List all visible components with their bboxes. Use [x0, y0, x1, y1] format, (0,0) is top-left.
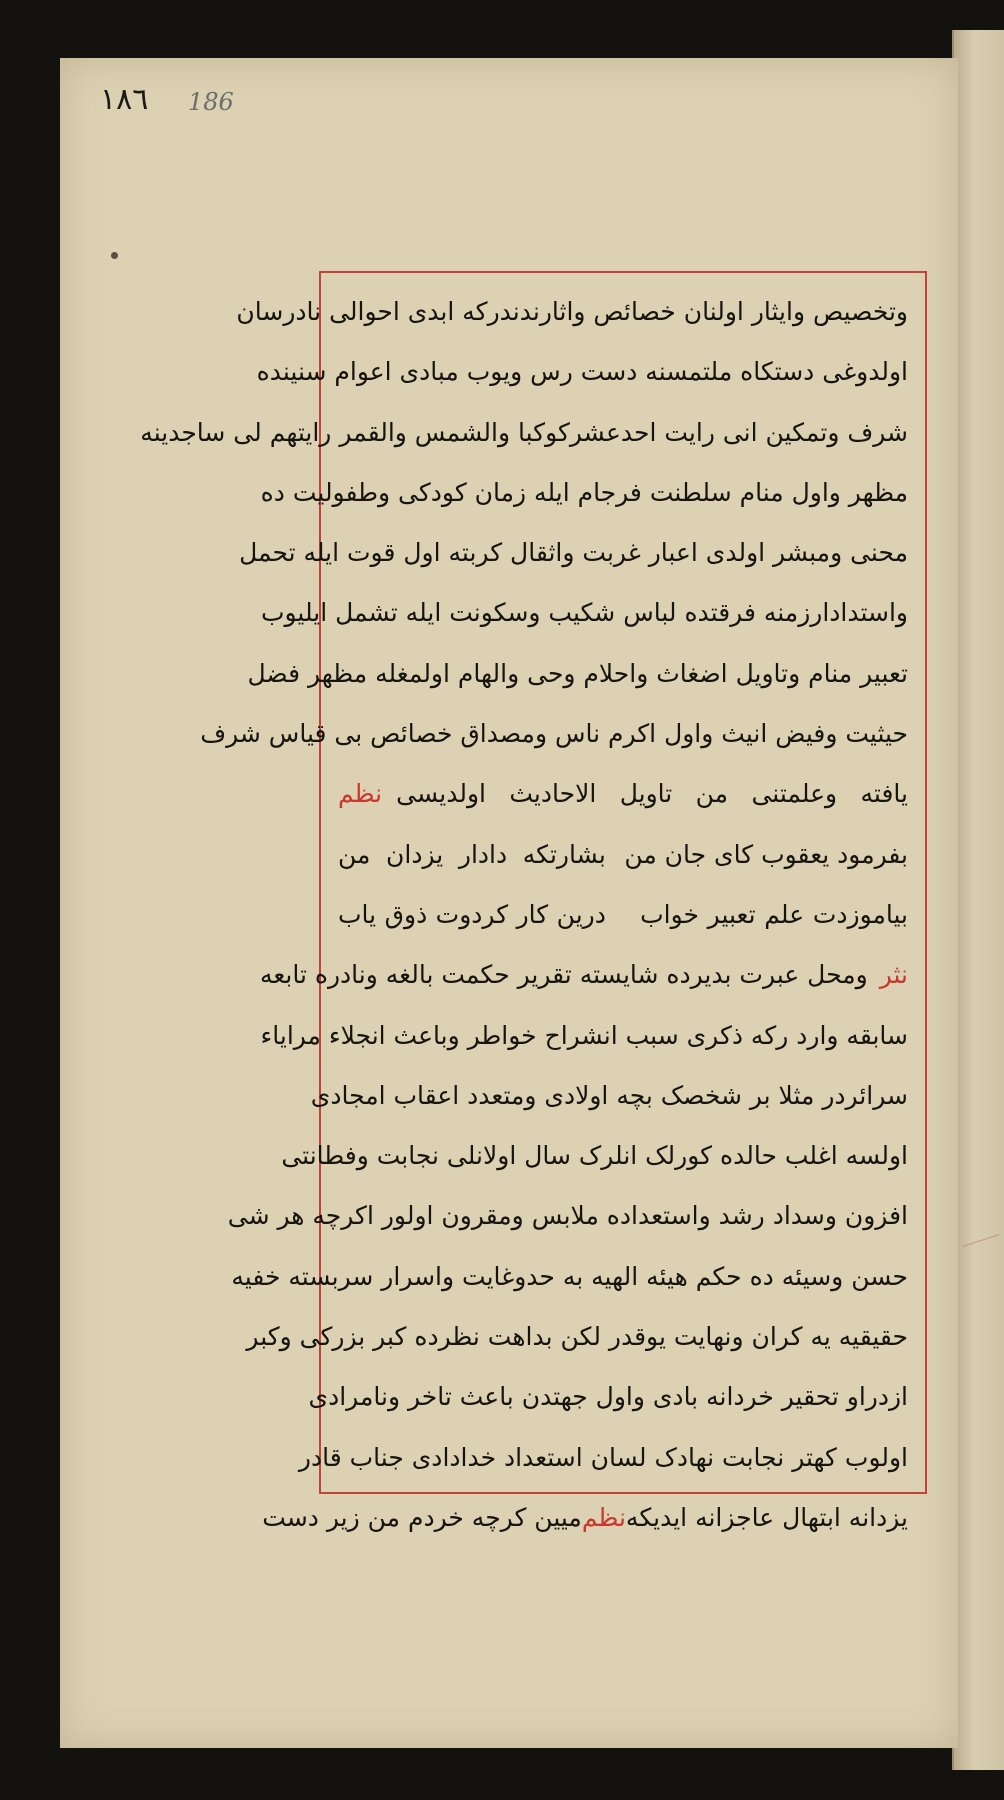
text-line: اولوب کهتر نجابت نهادک لسان استعداد خدادادی جناب قادر [298, 1442, 908, 1472]
text-line-with-heading [262, 1488, 908, 1548]
text-line: وتخصیص وایثار اولنان خصائص واثارندندرکه ابدی احوالی نادرسان [236, 297, 908, 326]
folio-number-eastern: ١٨٦ [100, 82, 149, 117]
text-line: محنی ومبشر اولدی اعبار غربت واثقال کربته اول قوت ایله تحمل [239, 538, 908, 568]
text-line: واستدادارزمنه فرقتده لباس شکیب وسکونت ایله تشمل ایلیوب [260, 598, 908, 628]
text-line: افزون وسداد رشد واستعداده ملابس ومقرون اولور اکرچه هر شی [227, 1201, 908, 1231]
text-line: اولسه اغلب حالده کورلک انلرک سال اولانلی نجابت وفطانتی [281, 1141, 908, 1171]
rubric-heading-nazm: نظم [338, 779, 383, 809]
text-line: حیثیت وفیض انیث واول اکرم ناس ومصداق خصائص بی قیاس شرف [200, 719, 908, 749]
page-blemish [111, 252, 118, 259]
verse-couplet [338, 825, 908, 885]
rubric-heading-nasr: نثر [879, 960, 908, 990]
text-line: اولدوغی دستکاه ملتمسنه دست رس ویوب مبادی اعوام سنینده [256, 357, 908, 387]
text-line: ازدراو تحقیر خردانه بادی واول جهتدن باعث تاخر ونامرادی [308, 1382, 908, 1412]
verse-hemistich-first: بیاموزدت علم تعبیر خواب [640, 899, 908, 929]
text-line: سرائردر مثلا بر شخصک بچه اولادی ومتعدد اعقاب امجادی [310, 1080, 908, 1110]
rubric-heading-nazm: نظم [581, 1502, 626, 1532]
text-line: تعبیر منام وتاویل اضغاث واحلام وحی والهام اولمغله مظهر فضل [247, 658, 908, 688]
text-line: شرف وتمکین انی رایت احدعشرکوکبا والشمس والقمر رایتهم لی ساجدینه [140, 417, 908, 447]
text-line: سابقه وارد رکه ذکری سبب انشراح خواطر وباعث انجلاء مرایاء [260, 1020, 908, 1050]
text-line: مظهر واول منام سلطنت فرجام ایله زمان کودکی وطفولیت ده [260, 477, 908, 507]
text-line: ومحل عبرت بدیرده شایسته تقریر حکمت بالغه ونادره تابعه [259, 960, 868, 990]
text-line-part: میین کرچه خردم من زیر دست [262, 1502, 582, 1532]
text-line-with-heading [259, 945, 908, 1005]
text-line-with-heading [338, 764, 908, 824]
text-line: حقیقیه یه کران ونهایت یوقدر لکن بداهت نظرده کبر بزرکی وکبر [246, 1322, 908, 1352]
text-line: یافته وعلمتنی من تاویل الاحادیث اولدیسی [396, 779, 908, 809]
text-block [140, 282, 908, 1548]
folio-number-western: 186 [188, 88, 234, 116]
text-line-part: یزدانه ابتهال عاجزانه ایدیکه [625, 1502, 908, 1532]
verse-hemistich-second: بشارتکه دادار یزدان من [338, 839, 606, 869]
verse-hemistich-second: درین کار کردوت ذوق یاب [338, 899, 606, 929]
verse-hemistich-first: بفرمود یعقوب کای جان من [624, 839, 908, 869]
verse-couplet [338, 885, 908, 945]
text-line: حسن وسیئه ده حکم هیئه الهیه به حدوغایت واسرار سربسته خفیه [231, 1261, 908, 1291]
adjacent-page-edge [952, 30, 1004, 1770]
